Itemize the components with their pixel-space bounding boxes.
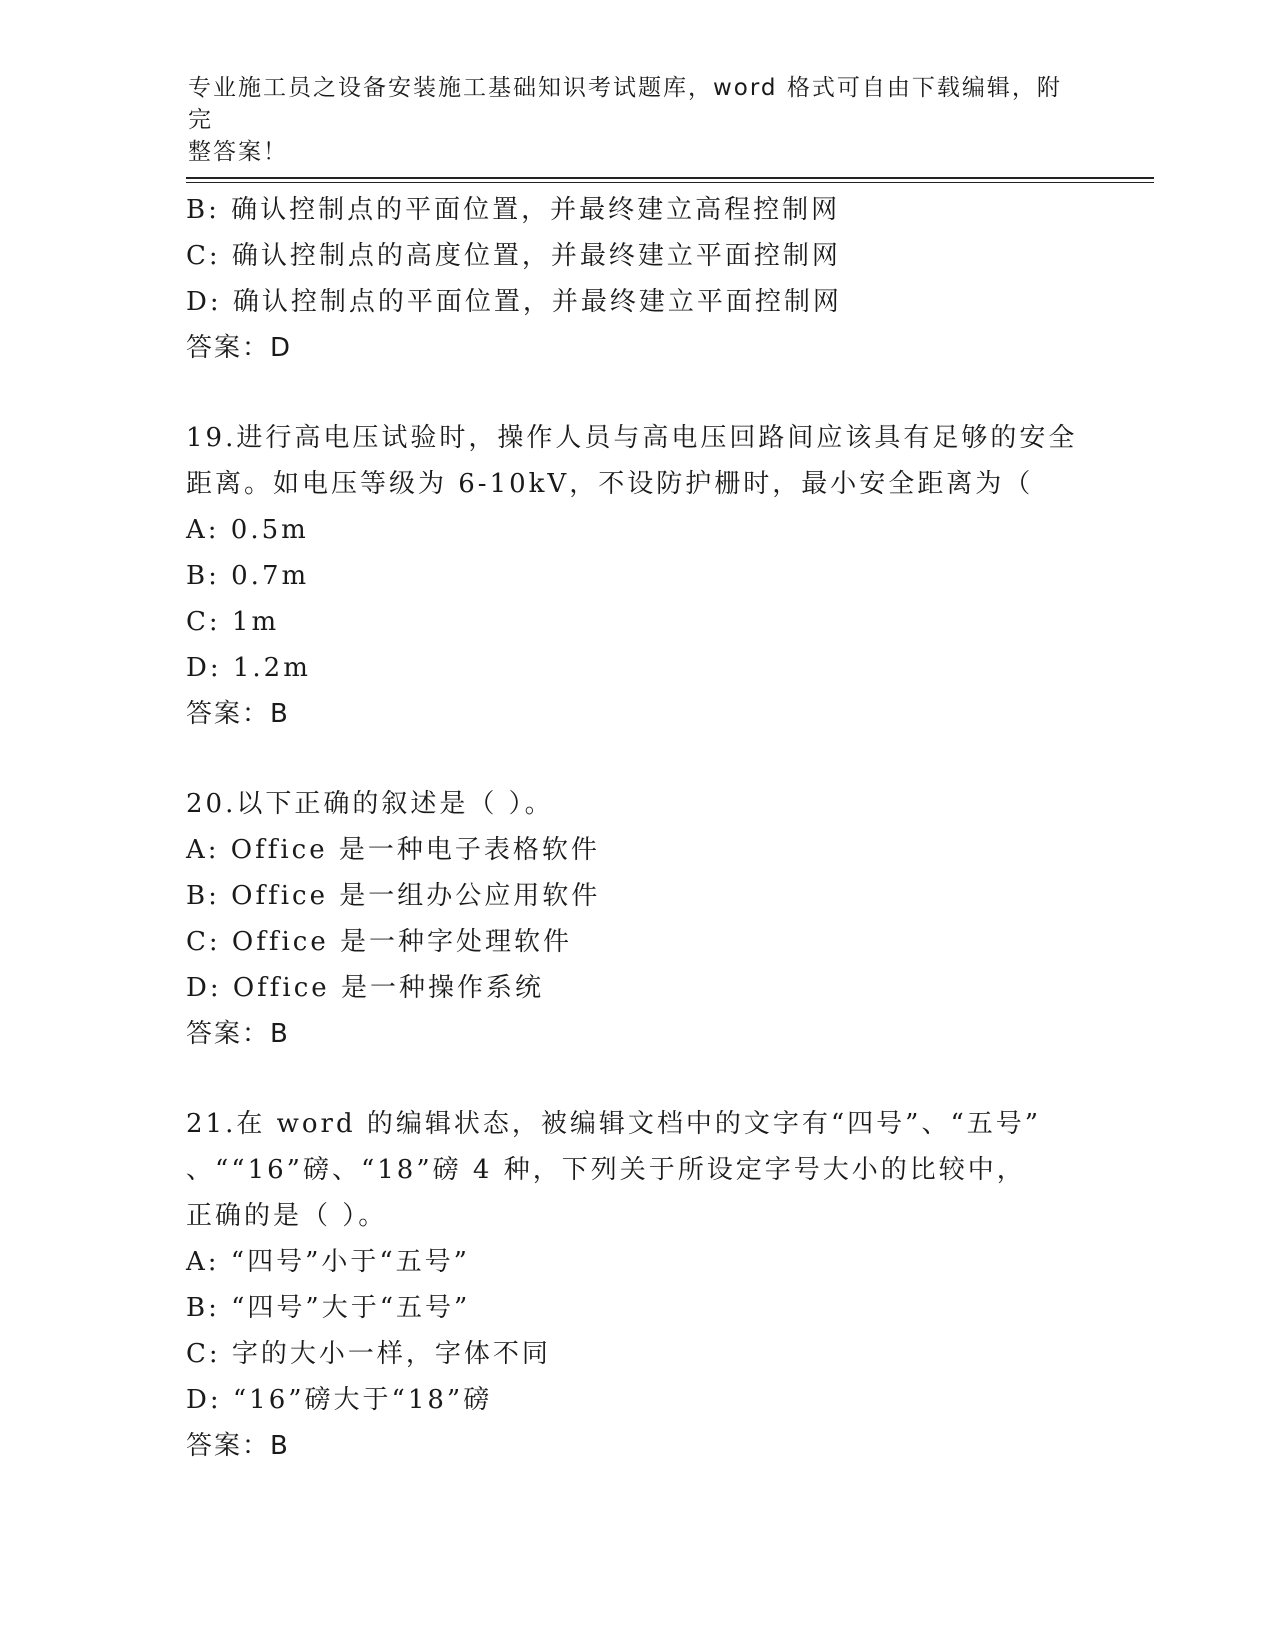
q19-option-a: A: 0.5m (186, 515, 309, 545)
document-header (188, 72, 1068, 168)
document-body (186, 187, 1086, 1469)
question-19 (186, 415, 1086, 737)
q21-answer: 答案：B (186, 1431, 290, 1461)
spacer (186, 737, 1086, 781)
spacer (186, 1057, 1086, 1101)
q21-option-a: A: “四号”小于“五号” (186, 1247, 470, 1277)
q20-text-line-1: 20.以下正确的叙述是（ ）。 (186, 789, 554, 819)
header-rule-thin (186, 182, 1154, 183)
q20-option-b: B: Office 是一组办公应用软件 (186, 881, 601, 911)
q18-option-b: B: 确认控制点的平面位置，并最终建立高程控制网 (186, 195, 841, 225)
q21-text-line-1: 21.在 word 的编辑状态，被编辑文档中的文字有“四号”、“五号” (186, 1109, 1042, 1139)
q21-text-line-3: 正确的是（ ）。 (186, 1201, 388, 1231)
q19-option-c: C: 1m (186, 607, 280, 637)
q18-option-c: C: 确认控制点的高度位置，并最终建立平面控制网 (186, 241, 841, 271)
q19-option-d: D: 1.2m (186, 653, 311, 683)
q18-answer: 答案：D (186, 333, 293, 363)
q19-text-line-2: 距离。如电压等级为 6-10kV，不设防护栅时，最小安全距离为（ (186, 469, 1034, 499)
q19-answer: 答案：B (186, 699, 290, 729)
q19-option-b: B: 0.7m (186, 561, 310, 591)
q21-option-c: C: 字的大小一样，字体不同 (186, 1339, 551, 1369)
question-18 (186, 187, 1086, 371)
q20-option-d: D: Office 是一种操作系统 (186, 973, 544, 1003)
q18-option-d: D: 确认控制点的平面位置，并最终建立平面控制网 (186, 287, 842, 317)
header-rule-thick (186, 177, 1154, 179)
question-21 (186, 1101, 1086, 1469)
header-line-1: 专业施工员之设备安装施工基础知识考试题库，word 格式可自由下载编辑，附完 (188, 75, 1062, 133)
spacer (186, 371, 1086, 415)
q21-text-line-2: 、““16”磅、“18”磅 4 种，下列关于所设定字号大小的比较中， (186, 1155, 1026, 1185)
header-line-2: 整答案！ (188, 139, 288, 165)
q21-option-d: D: “16”磅大于“18”磅 (186, 1385, 493, 1415)
q21-option-b: B: “四号”大于“五号” (186, 1293, 471, 1323)
q20-option-a: A: Office 是一种电子表格软件 (186, 835, 600, 865)
q20-option-c: C: Office 是一种字处理软件 (186, 927, 573, 957)
question-20 (186, 781, 1086, 1057)
q19-text-line-1: 19.进行高电压试验时，操作人员与高电压回路间应该具有足够的安全 (186, 423, 1078, 453)
q20-answer: 答案：B (186, 1019, 290, 1049)
